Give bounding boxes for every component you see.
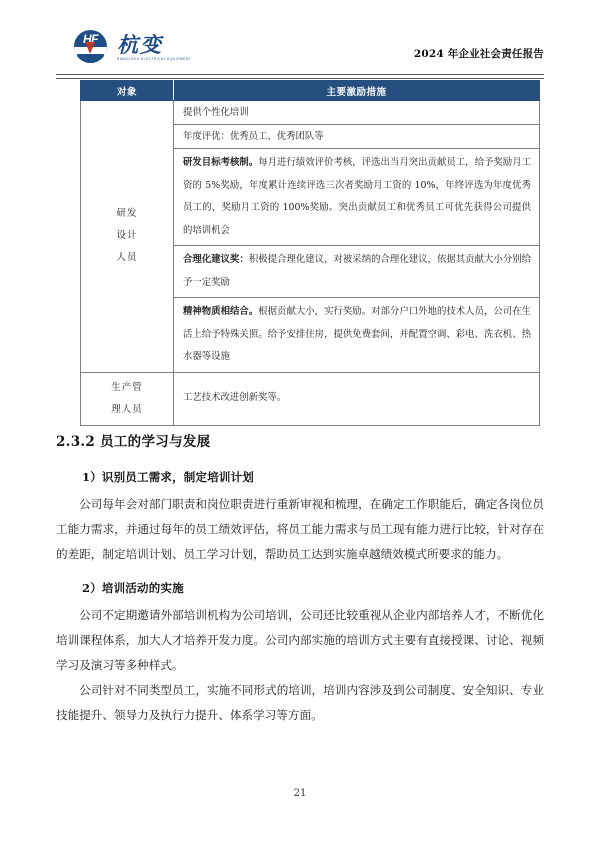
table-body [81, 101, 540, 426]
measure-text: 每月进行绩效评价考核，评选出当月突出贡献员工，给予奖励月工资的 5%奖励，年度累计连续评选三次者奖励月工资的 10%，年终评选为年度优秀员工的，奖励月工资的 100%奖励。突出贡献员工和优秀员工可优先获得公司提供的培训机会 [183, 157, 531, 236]
logo-english-name: HANGZHOU ELECTRICAL EQUIPMENT [117, 55, 192, 61]
table-head [81, 81, 540, 101]
paragraph: 公司针对不同类型员工，实施不同形式的培训，培训内容涉及到公司制度、安全知识、专业技能提升、领导力及执行力提升、体系学习等方面。 [56, 683, 544, 722]
cell-measure [174, 246, 540, 298]
object-line: 生产管 [111, 381, 143, 393]
table-header-row [81, 81, 540, 101]
paragraph: 公司每年会对部门职责和岗位职责进行重新审视和梳理，在确定工作职能后，确定各岗位员工能力需求，并通过每年的员工绩效评估，将员工能力需求与员工现有能力进行比较，针对存在的差距，制定培训计划、员工学习计划，帮助员工达到实施卓越绩效模式所要求的能力。 [56, 497, 544, 561]
logo-text-block [117, 33, 191, 61]
cell-measure: 提供个性化培训 [174, 101, 540, 125]
subsection-heading-1: 1）识别员工需求，制定培训计划 [82, 470, 254, 484]
incentive-measures-table [80, 80, 540, 426]
measure-text: 积极提合理化建议，对被采纳的合理化建议，依据其贡献大小分别给予一定奖励 [183, 254, 531, 288]
incentive-table-wrapper [80, 80, 540, 426]
measure-label: 精神物质相结合。 [183, 306, 259, 317]
object-line: 人员 [116, 252, 138, 264]
object-line: 研发 [116, 208, 138, 220]
cell-measure [174, 298, 540, 373]
page-number: 21 [293, 788, 307, 799]
section-heading: 2.3.2 员工的学习与发展 [56, 434, 211, 450]
header-report-title: 2024 年企业社会责任报告 [413, 48, 544, 60]
paragraph: 公司不定期邀请外部培训机构为公司培训，公司还比较重视从企业内部培养人才，不断优化培训课程体系，加大人才培养开发力度。公司内部实施的培训方式主要有直接授课、讨论、视频学习及演习等多种样式。 [56, 608, 544, 672]
document-body [56, 420, 544, 728]
company-logo [74, 30, 191, 63]
cell-measure: 年度评优：优秀员工、优秀团队等 [174, 125, 540, 149]
cell-object-rd [81, 101, 174, 373]
hf-monogram-text: HF [83, 32, 98, 46]
cell-measure [174, 149, 540, 246]
table-row [81, 101, 540, 125]
measure-label: 合理化建议奖： [183, 254, 249, 265]
logo-chinese-name: 杭变 [117, 31, 163, 57]
emblem-red-vee-icon [85, 42, 95, 54]
header-divider [56, 74, 544, 79]
column-header-object: 对象 [81, 81, 174, 101]
emblem-arc [77, 54, 104, 63]
object-line: 设计 [116, 230, 138, 242]
object-line: 理人员 [111, 403, 143, 415]
measure-text: 根据贡献大小，实行奖励。对部分户口外地的技术人员，公司在生活上给予特殊关照。给予安排住房，提供免费套间，并配置空调、彩电、洗衣机、热水器等设施 [183, 306, 531, 362]
cell-measure: 工艺技术改进创新奖等。 [174, 372, 540, 425]
cell-object-production [81, 372, 174, 425]
subsection-heading-2: 2）培训活动的实施 [82, 581, 184, 595]
column-header-measures: 主要激励措施 [174, 81, 540, 101]
measure-label: 研发目标考核制。 [183, 157, 259, 168]
page-header [56, 30, 544, 72]
hf-emblem-icon [74, 30, 107, 63]
table-row [81, 372, 540, 425]
